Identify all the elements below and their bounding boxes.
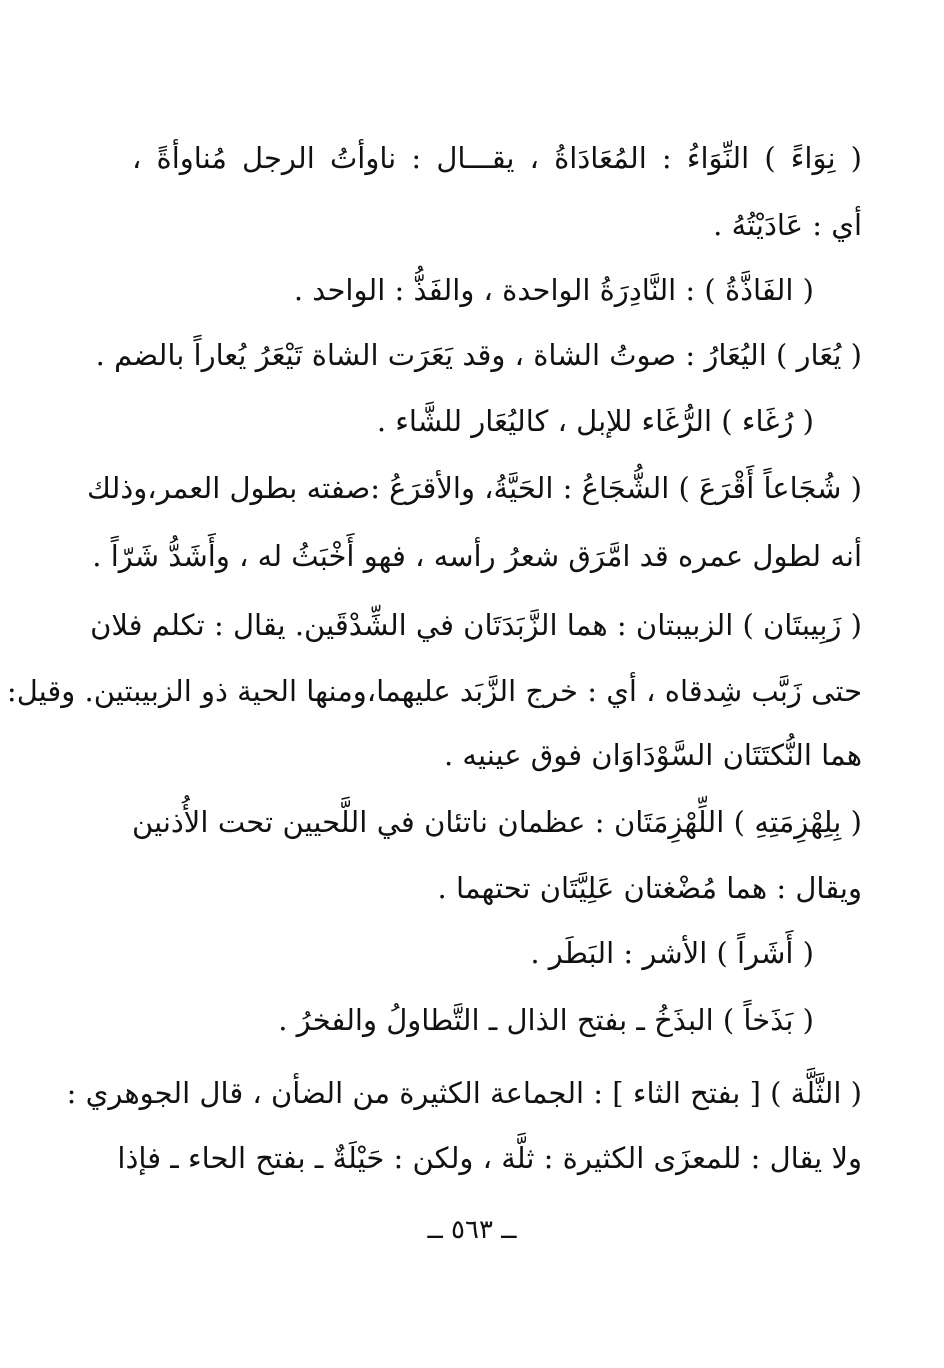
- text-line-13: ( أَشَراً ) الأشر : البَطَر .: [530, 936, 814, 970]
- text-line-10: هما النُّكتَتَان السَّوْدَاوَان فوق عينيه .: [443, 738, 862, 772]
- text-line-7: أنه لطول عمره قد امَّرَق شعرُ رأسه ، فهو أَخْبَثُ له ، وأَشَدُّ شَرّاً .: [92, 539, 862, 573]
- text-line-9: حتى زَبَّب شِدقاه ، أي : خرج الزَّبَد عليهما،ومنها الحية ذو الزبيبتين. وقيل:: [6, 674, 862, 708]
- text-line-11: ( بِلِهْزِمَتِهِ ) اللِّهْزِمَتَان : عظمان ناتئان في اللَّحيين تحت الأُذنين: [132, 805, 862, 839]
- text-line-5: ( رُغَاء ) الرُّغَاء للإبل ، كاليُعَار للشَّاء .: [376, 404, 814, 438]
- text-line-15: ( الثَّلَّة ) [ بفتح الثاء ] : الجماعة الكثيرة من الضأن ، قال الجوهري :: [66, 1076, 862, 1110]
- text-line-4: ( يُعَار ) اليُعَارُ : صوتُ الشاة ، وقد يَعَرَت الشاة تَيْعَرُ يُعاراً بالضم .: [95, 338, 862, 372]
- text-line-12: ويقال : هما مُضْغتان عَلِيَّتَان تحتهما .: [437, 871, 862, 905]
- text-line-3: ( الفَاذَّةُ ) : النَّادِرَةُ الواحدة ، والفَذُّ : الواحد .: [293, 273, 814, 307]
- text-line-16: ولا يقال : للمعزَى الكثيرة : ثلَّة ، ولكن : حَيْلَةٌ ـ بفتح الحاء ـ فإذا: [117, 1141, 862, 1175]
- text-line-1: ( نِوَاءً ) النِّوَاءُ : المُعَادَاةُ ، يقـــال : ناوأتُ الرجل مُناوأةً ،: [132, 141, 862, 175]
- text-line-2: أي : عَادَيْتُهُ .: [713, 208, 862, 242]
- text-line-14: ( بَذَخاً ) البذَخُ ـ بفتح الذال ـ التَّطاولُ والفخرُ .: [278, 1003, 814, 1037]
- text-line-6: ( شُجَاعاً أَقْرَعَ ) الشُّجَاعُ : الحَيَّةُ، والأقرَعُ :صفته بطول العمر،وذلك: [87, 471, 862, 505]
- page-number: ــ ٥٦٣ ــ: [427, 1215, 517, 1245]
- text-line-8: ( زَبِيبتَان ) الزبيبتان : هما الزَّبَدَتَان في الشِّدْقَين. يقال : تكلم فلان: [90, 608, 862, 642]
